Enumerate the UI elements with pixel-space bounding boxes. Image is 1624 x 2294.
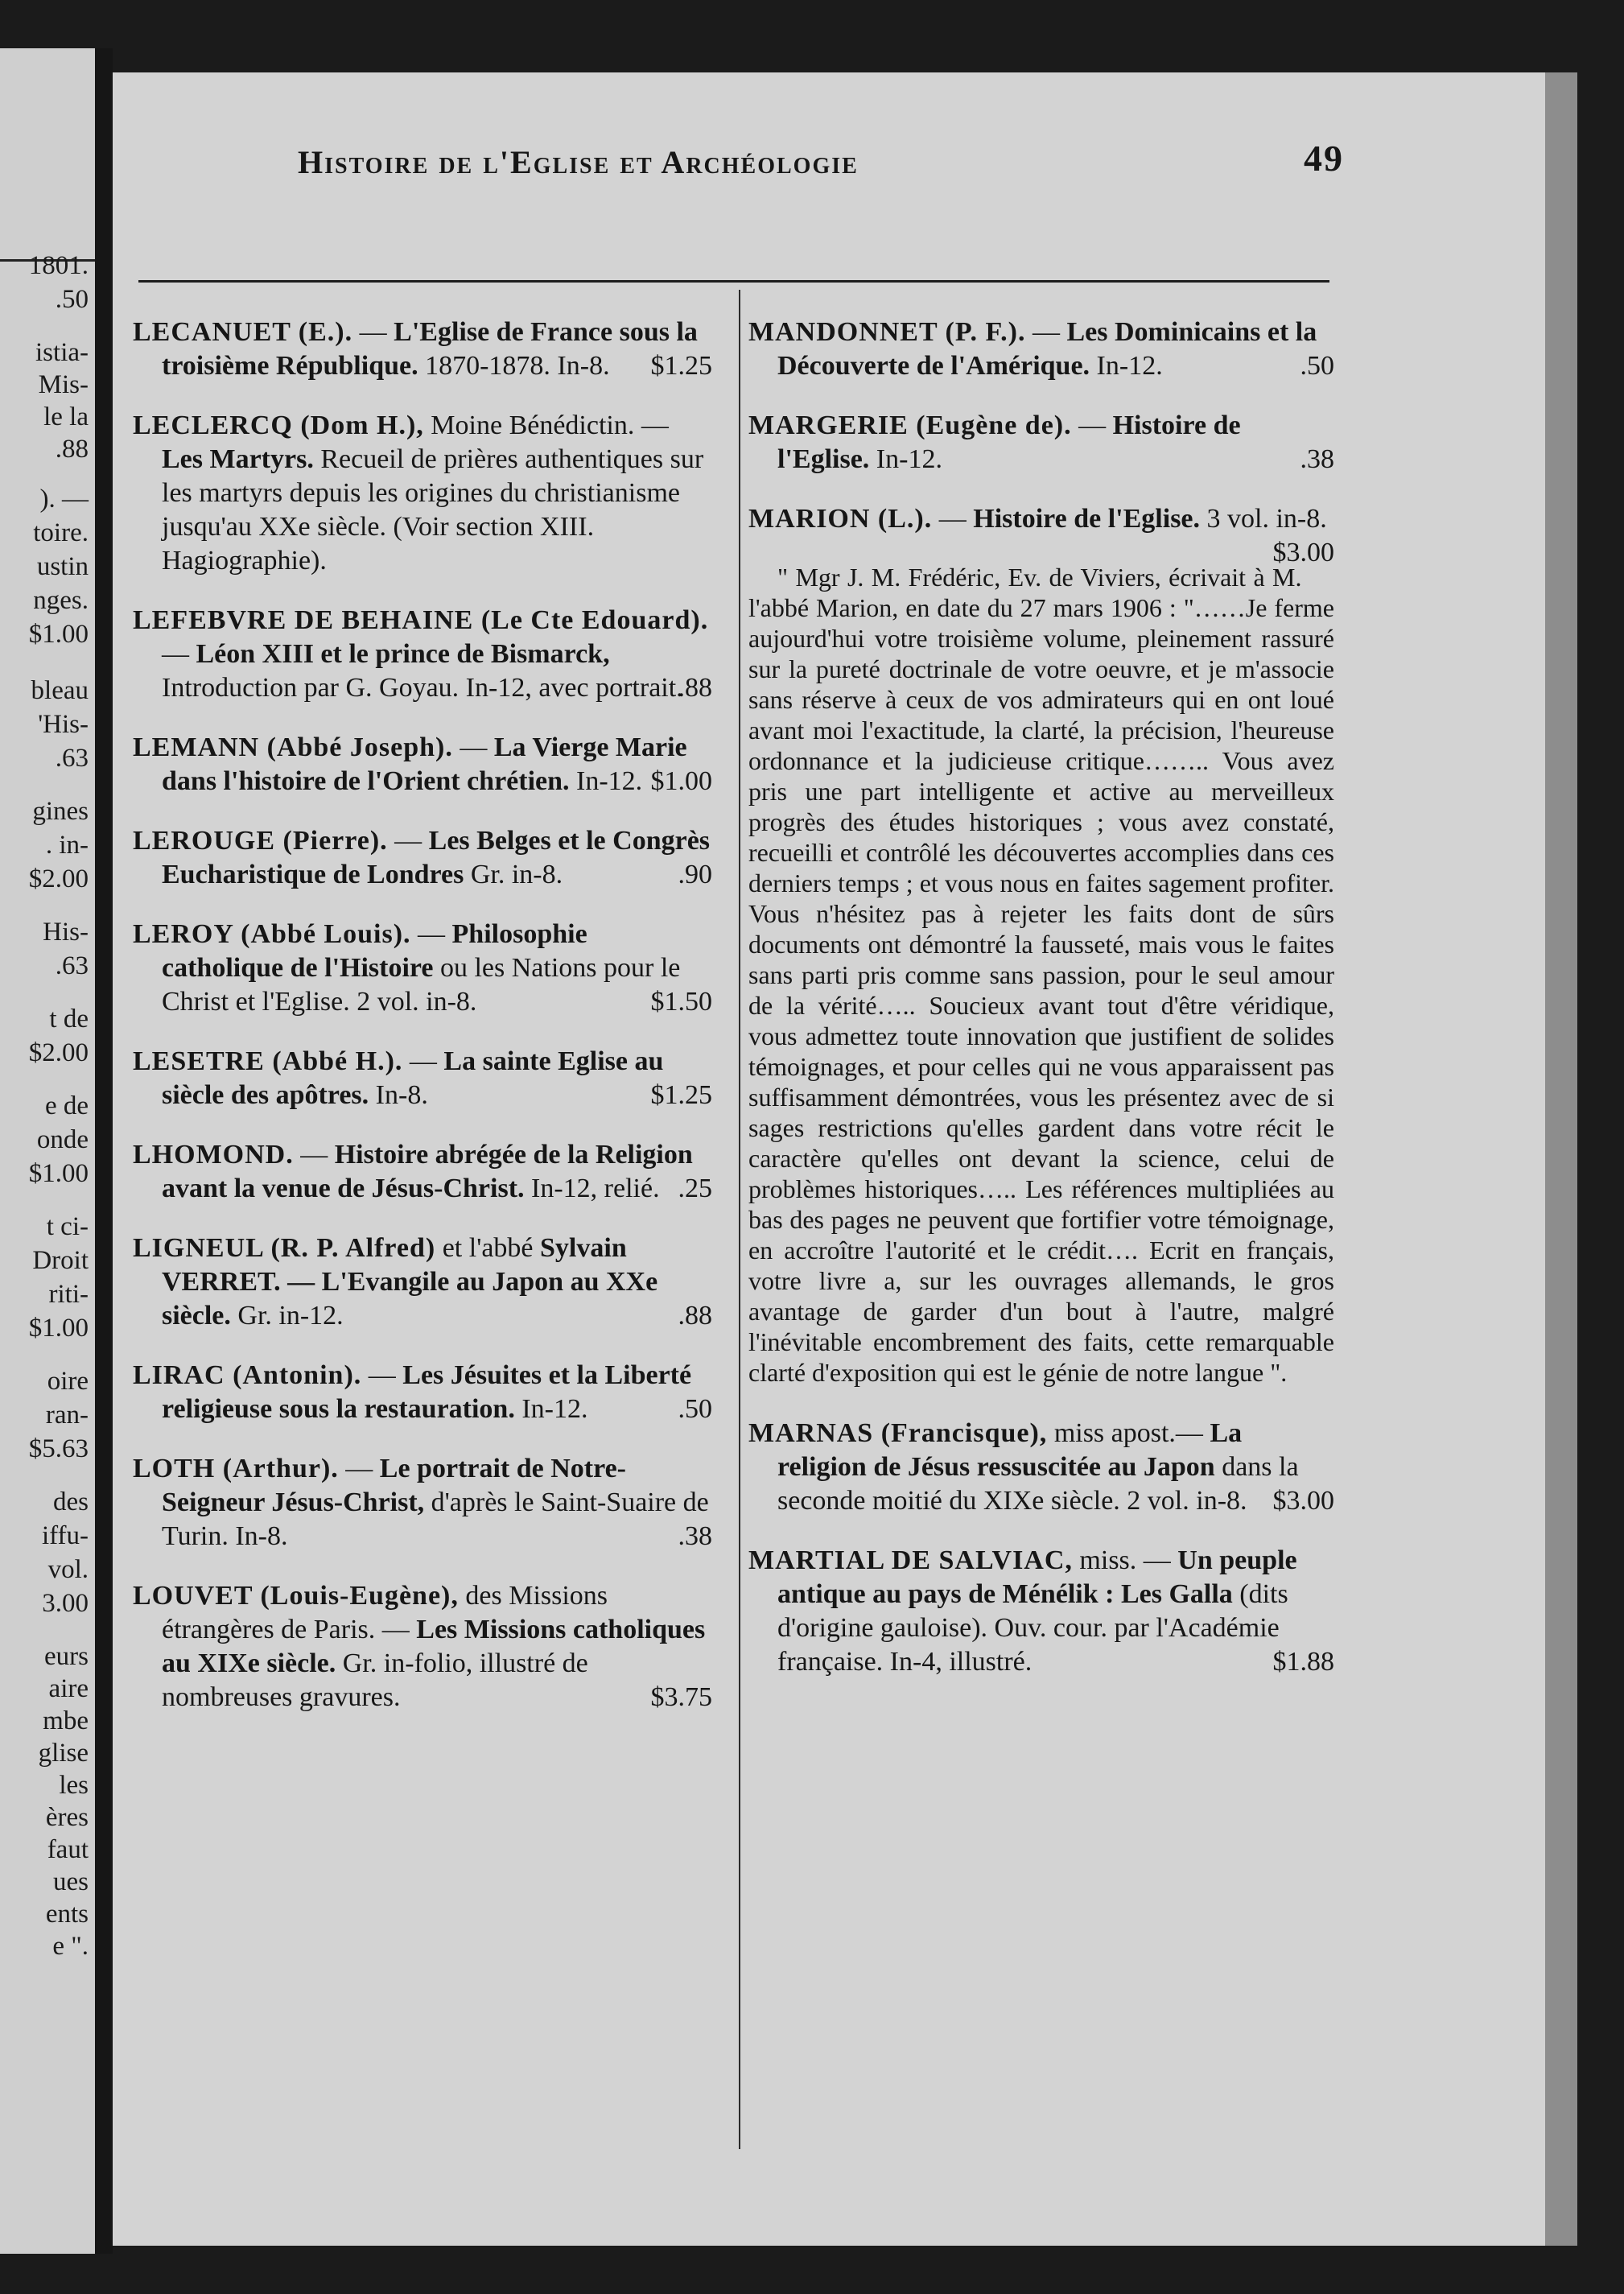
adjacent-page-fragment-line: ents (45, 1900, 89, 1929)
page-edge (1545, 72, 1577, 2246)
entry-title: La Vierge Marie dans l'histoire de l'Orient chrétien. (162, 732, 687, 796)
adjacent-page-fragment-line: $2.00 (28, 864, 89, 893)
entry-title: La religion de Jésus ressuscitée au Japon (777, 1418, 1243, 1482)
entry-price: .38 (678, 1521, 712, 1551)
entry-connector: — (932, 504, 974, 534)
catalog-entry (133, 1452, 712, 1553)
right-entries (748, 316, 1334, 567)
adjacent-page-fragment-line: .50 (55, 285, 89, 314)
adjacent-page-fragment-line: His- (43, 918, 89, 947)
adjacent-page-fragment-line: Mis- (38, 370, 89, 399)
entry-price: .25 (678, 1174, 712, 1203)
catalog-entry (133, 918, 712, 1019)
entry-details: d'après le Saint-Suaire de Turin. In-8. (162, 1487, 709, 1551)
entry-price: .88 (678, 673, 712, 703)
catalog-entry (133, 316, 712, 383)
adjacent-page-fragment-line: ustin (36, 552, 89, 581)
header-rule (138, 280, 1329, 283)
entry-author: LESETRE (Abbé H.). (133, 1046, 403, 1076)
adjacent-page-fragment-line: e de (44, 1091, 89, 1120)
entry-author: LIRAC (Antonin). (133, 1360, 362, 1390)
entry-connector: miss apost.— (1047, 1418, 1210, 1448)
entry-author: LOTH (Arthur). (133, 1454, 339, 1483)
adjacent-page-fragment-line: t ci- (46, 1212, 89, 1241)
entry-details: In-12. (514, 1394, 588, 1424)
adjacent-page-fragment-line: ). — (39, 485, 89, 514)
catalog-entry (133, 409, 712, 578)
entry-price: .88 (678, 1301, 712, 1331)
book-gutter (95, 48, 113, 2254)
catalog-entry (133, 604, 712, 705)
marion-quote: " Mgr J. M. Frédéric, Ev. de Viviers, écrivait à M. l'abbé Marion, en date du 27 mars 1906 : "……Je ferme aujourd'hui votre troisième volume, pleinement rassuré sur la pureté doctrinale de votre oeuvre, et je m'associe sans réserve à ceux de vos admirateurs qui en ont loué avant moi l'exactitude, la clarté, la précision, l'heureuse ordonnance et la judicieuse critique…….. Vous avez pris une part intelligente et active au merveilleux progrès des études historiques ; vous avez constaté, recueilli et contrôlé les découvertes accomplies dans ces derniers temps ; et vous nous en faites sagement profiter. Vous n'hésitez pas à rejeter les faits dont de sûrs documents ont démontré la fausseté, mais vous le faites sans parti pris comme sans passion, pour le seul amour de la vérité….. Soucieux avant tout d'être véridique, vous admettez toute innovation que justifient de solides témoignages, et pour celles qui ne vous apparaissent pas suffisamment démontrées, vous les présentez avec de si sages restrictions qu'elles gardent dans votre récit le caractère qu'elles ont devant la science, celui de problèmes historiques….. Les références multipliées au bas des pages ne peuvent que fortifier votre témoignage, en accroître l'autorité et le crédit…. Ecrit en français, votre livre a, sur les ouvrages allemands, le gros avantage de garder d'un bout à l'autre, malgré l'inévitable encombrement des faits, cette remarquable clarté d'exposition qui est le génie de notre langue ". (748, 563, 1334, 1387)
adjacent-page-fragment-line: Droit (32, 1246, 89, 1275)
catalog-entry (133, 1045, 712, 1112)
adjacent-page-fragment-line: 'His- (38, 710, 89, 739)
entry-connector: — (293, 1140, 335, 1170)
entry-price: $3.00 (1272, 1486, 1334, 1516)
adjacent-page-fragment-line: faut (47, 1835, 89, 1864)
adjacent-page-fragment-line: $2.00 (28, 1038, 89, 1067)
entry-connector: — (361, 1360, 403, 1390)
entry-connector: — (410, 919, 452, 949)
adjacent-page-fragment-line: ran- (45, 1401, 89, 1430)
entry-details: In-12, relié. (524, 1174, 660, 1203)
entry-details: (dits d'origine gauloise). Ouv. cour. par l'Académie française. In-4, illustré. (777, 1579, 1288, 1677)
page-number: 49 (1304, 138, 1344, 179)
adjacent-page-fragment-line: 3.00 (42, 1589, 89, 1618)
entry-price: $3.75 (650, 1682, 712, 1712)
entry-title: Histoire abrégée de la Religion avant la venue de Jésus-Christ. (162, 1140, 693, 1203)
entry-price: $1.00 (650, 766, 712, 796)
entry-connector: — (352, 317, 394, 347)
catalog-entry (133, 824, 712, 892)
entry-title: Les Jésuites et la Liberté religieuse sous la restauration. (162, 1360, 692, 1424)
adjacent-page-fragment-line: oire (47, 1367, 89, 1396)
running-title: Histoire de l'Eglise et Archéologie (298, 144, 859, 180)
entry-connector: miss. — (1072, 1545, 1178, 1575)
running-header (298, 138, 1344, 192)
entry-details: In-12. (869, 444, 942, 474)
adjacent-page-fragment-line: eurs (44, 1642, 89, 1671)
column-divider (739, 290, 740, 2149)
entry-author: MARGERIE (Eugène de). (748, 411, 1072, 440)
entry-connector: — (1025, 317, 1067, 347)
entry-connector: — (387, 826, 429, 856)
catalog-entry (133, 1359, 712, 1426)
right-column (748, 316, 1334, 1705)
entry-details: Gr. in-12. (230, 1301, 344, 1331)
entry-title: Les Belges et le Congrès Eucharistique de Londres (162, 826, 711, 889)
entry-title: Histoire de l'Eglise. (973, 504, 1201, 534)
adjacent-page-fragment-line: iffu- (41, 1521, 89, 1550)
adjacent-page-fragment-line: nges. (33, 586, 89, 615)
catalog-entry (133, 1138, 712, 1206)
adjacent-page-fragment-line: ères (45, 1803, 89, 1832)
entry-title: Léon XIII et le prince de Bismarck, (196, 639, 610, 669)
entry-price: $1.50 (650, 987, 712, 1017)
adjacent-page-fragment-line: bleau (31, 676, 89, 705)
entry-title: Sylvain VERRET. — L'Evangile au Japon au XXe siècle. (162, 1233, 658, 1331)
adjacent-page-fragment-line: . in- (45, 831, 89, 860)
entry-details: In-8. (369, 1080, 428, 1110)
right-entries-after (748, 1417, 1334, 1679)
entry-author: LEROUGE (Pierre). (133, 826, 388, 856)
entry-price: $1.25 (650, 351, 712, 381)
entry-connector: — (402, 1046, 444, 1076)
adjacent-page-fragment-line: .63 (55, 951, 89, 980)
catalog-entry (748, 409, 1334, 477)
entry-title: Histoire de l'Eglise. (777, 411, 1241, 474)
entry-price: .50 (678, 1394, 712, 1424)
entry-connector: — (338, 1454, 380, 1483)
entry-price: .38 (1300, 444, 1334, 474)
entry-title: La sainte Eglise au siècle des apôtres. (162, 1046, 664, 1110)
entry-connector: des Missions étrangères de Paris. — (162, 1581, 608, 1644)
entry-price: $1.88 (1272, 1647, 1334, 1677)
adjacent-page-fragment-line: vol. (47, 1555, 89, 1584)
entry-details: Introduction par G. Goyau. In-12, avec portrait. (162, 673, 683, 703)
entry-title: Un peuple antique au pays de Ménélik : Les Galla (777, 1545, 1297, 1609)
catalog-entry (748, 502, 1334, 567)
catalog-entry (748, 316, 1334, 383)
entry-details: ou les Nations pour le Christ et l'Eglise. 2 vol. in-8. (162, 953, 681, 1017)
left-column (133, 316, 712, 1740)
adjacent-page-fragment-line: mbe (43, 1706, 89, 1735)
entry-price: .50 (1300, 351, 1334, 381)
entry-details: Gr. in-8. (464, 860, 563, 889)
catalog-entry (133, 1579, 712, 1714)
entry-author: LEROY (Abbé Louis). (133, 919, 411, 949)
adjacent-page-fragment-line: 1801. (28, 251, 89, 280)
entry-title: Philosophie catholique de l'Histoire (162, 919, 587, 983)
entry-title: L'Eglise de France sous la troisième République. (162, 317, 698, 381)
adjacent-page-fragment-line: toire. (33, 518, 89, 547)
entry-price: $3.00 (1272, 538, 1334, 567)
entry-title: Les Dominicains et la Découverte de l'Amérique. (777, 317, 1317, 381)
adjacent-page-fragment-line: ues (53, 1867, 89, 1896)
entry-author: LEMANN (Abbé Joseph). (133, 732, 453, 762)
adjacent-page-fragment-line: riti- (48, 1280, 89, 1309)
entry-author: LIGNEUL (R. P. Alfred) (133, 1233, 436, 1263)
entry-author: MARNAS (Francisque), (748, 1418, 1048, 1448)
catalog-entry (748, 1417, 1334, 1518)
entry-author: LECANUET (E.). (133, 317, 353, 347)
entry-connector: — (162, 639, 196, 669)
adjacent-page-fragment-line: les (59, 1771, 89, 1800)
catalog-entry (133, 1232, 712, 1333)
entry-author: MANDONNET (P. F.). (748, 317, 1026, 347)
entry-details: 1870-1878. In-8. (418, 351, 610, 381)
entry-title: Les Martyrs. (162, 444, 314, 474)
adjacent-page-fragment-line: $1.00 (28, 1314, 89, 1343)
adjacent-page-fragment-line: aire (48, 1674, 89, 1703)
entry-connector: — (1071, 411, 1113, 440)
adjacent-page-fragment-line: e ". (52, 1932, 89, 1961)
entry-author: MARION (L.). (748, 504, 933, 534)
catalog-entry (748, 1544, 1334, 1679)
entry-details: In-12. (1090, 351, 1163, 381)
adjacent-page-fragment-line: des (53, 1487, 89, 1516)
adjacent-page-fragment-line: $1.00 (28, 1159, 89, 1188)
entry-connector: et l'abbé (435, 1233, 541, 1263)
entry-title: Le portrait de Notre-Seigneur Jésus-Christ, (162, 1454, 626, 1517)
entry-author: LEFEBVRE DE BEHAINE (Le Cte Edouard). (133, 605, 709, 635)
catalog-entry (133, 731, 712, 798)
adjacent-page-fragment-line: istia- (35, 338, 89, 367)
adjacent-page-fragment-line: le la (43, 402, 89, 431)
adjacent-page-fragment-line: onde (36, 1125, 89, 1154)
entry-details: dans la seconde moitié du XIXe siècle. 2 vol. in-8. (777, 1452, 1299, 1516)
entry-connector: — (452, 732, 494, 762)
entry-author: LECLERCQ (Dom H.), (133, 411, 424, 440)
entry-details: Gr. in-folio, illustré de nombreuses gravures. (162, 1648, 588, 1712)
entry-connector: Moine Bénédictin. — (423, 411, 669, 440)
entry-author: MARTIAL DE SALVIAC, (748, 1545, 1073, 1575)
entry-author: LHOMOND. (133, 1140, 294, 1170)
adjacent-page-fragment-line: gines (32, 797, 89, 826)
entry-details: 3 vol. in-8. (1200, 504, 1327, 534)
adjacent-page-fragment (0, 48, 95, 2254)
adjacent-page-fragment-line: glise (38, 1739, 89, 1768)
adjacent-page-fragment-line: .88 (55, 435, 89, 464)
adjacent-page-fragment-line: .63 (55, 744, 89, 773)
adjacent-page-fragment-line: $1.00 (28, 620, 89, 649)
entry-price: .90 (678, 860, 712, 889)
entry-details: In-12. (569, 766, 643, 796)
entry-price: $1.25 (650, 1080, 712, 1110)
adjacent-page-fragment-line: t de (49, 1005, 89, 1034)
entry-author: LOUVET (Louis-Eugène), (133, 1581, 459, 1611)
entry-title: Les Missions catholiques au XIXe siècle. (162, 1615, 706, 1678)
entry-details: Recueil de prières authentiques sur les martyrs depuis les origines du christianisme jusqu'au XXe siècle. (Voir section XIII. Hagiographie). (162, 444, 704, 576)
adjacent-page-fragment-line: $5.63 (28, 1434, 89, 1463)
